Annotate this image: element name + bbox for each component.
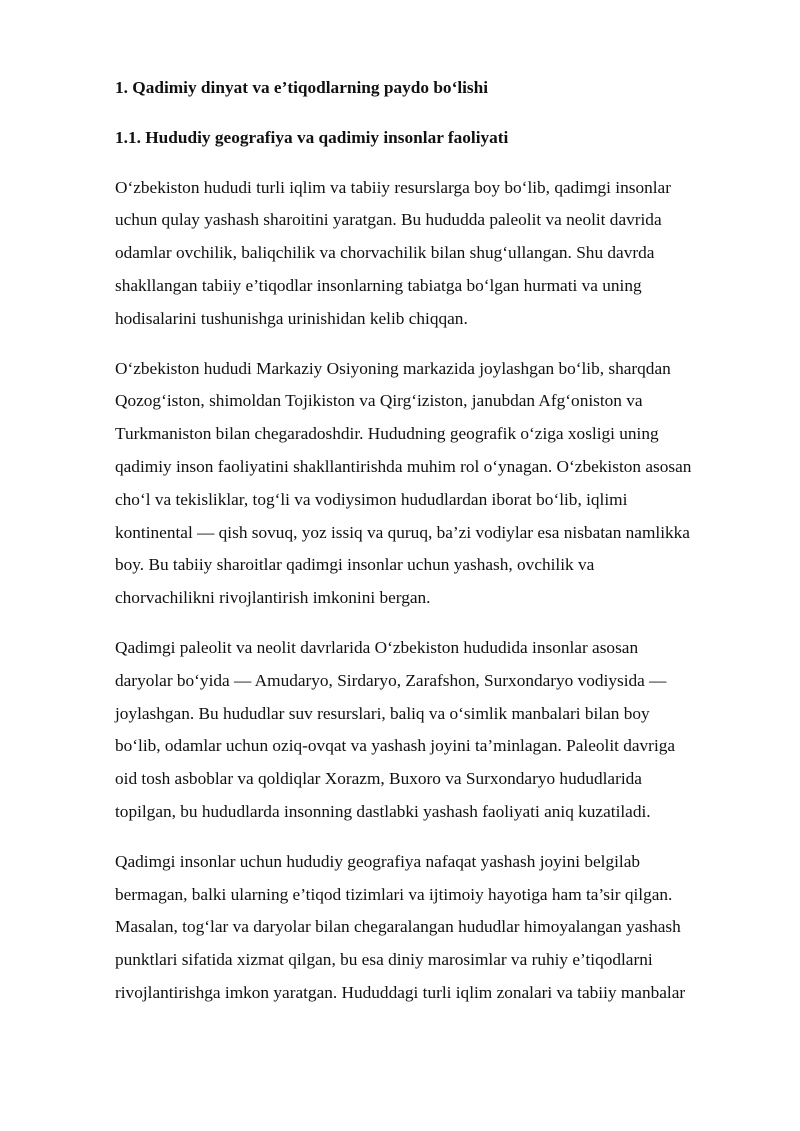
paragraph-line: O‘zbekiston hududi Markaziy Osiyoning markazida joylashgan bo‘lib, sharqdan: [115, 358, 671, 378]
paragraph-line: O‘zbekiston hududi turli iqlim va tabiiy resurslarga boy bo‘lib, qadimgi insonlar: [115, 177, 671, 197]
paragraph-line: bo‘lib, odamlar uchun oziq-ovqat va yashash joyini ta’minlagan. Paleolit davriga: [115, 736, 676, 756]
paragraph-2: [115, 353, 745, 615]
paragraph-line: Qadimgi insonlar uchun hududiy geografiya nafaqat yashash joyini belgilab: [115, 851, 641, 871]
paragraph-line: odamlar ovchilik, baliqchilik va chorvachilik bilan shug‘ullangan. Shu davrda: [115, 243, 655, 263]
paragraph-line: uchun qulay yashash sharoitini yaratgan. Bu hududda paleolit va neolit davrida: [115, 210, 662, 230]
paragraph-line: shakllangan tabiiy e’tiqodlar insonlarning tabiatga bo‘lgan hurmati va uning: [115, 275, 642, 295]
paragraph-line: Qozog‘iston, shimoldan Tojikiston va Qirg‘iziston, janubdan Afg‘oniston va: [115, 391, 643, 411]
paragraph-line: cho‘l va tekisliklar, tog‘li va vodiysimon hududlardan iborat bo‘lib, iqlimi: [115, 489, 628, 509]
paragraph-line: boy. Bu tabiiy sharoitlar qadimgi insonlar uchun yashash, ovchilik va: [115, 555, 595, 575]
paragraph-line: chorvachilikni rivojlantirish imkonini bergan.: [115, 588, 431, 608]
paragraph-line: topilgan, bu hududlarda insonning dastlabki yashash faoliyati aniq kuzatiladi.: [115, 801, 651, 821]
paragraph-line: hodisalarini tushunishga urinishidan kelib chiqqan.: [115, 308, 468, 328]
paragraph-line: bermagan, balki ularning e’tiqod tizimlari va ijtimoiy hayotiga ham ta’sir qilgan.: [115, 884, 673, 904]
paragraph-3: [115, 632, 745, 829]
paragraph-1: [115, 172, 745, 336]
heading-section-1: 1. Qadimiy dinyat va e’tiqodlarning paydo bo‘lishi: [115, 78, 489, 97]
paragraph-line: Qadimgi paleolit va neolit davrlarida O‘zbekiston hududida insonlar asosan: [115, 637, 639, 657]
document-body: [115, 72, 745, 1027]
paragraph-line: kontinental — qish sovuq, yoz issiq va quruq, ba’zi vodiylar esa nisbatan namlikka: [115, 522, 690, 542]
paragraph-line: Masalan, tog‘lar va daryolar bilan chegaralangan hududlar himoyalangan yashash: [115, 917, 681, 937]
paragraph-line: daryolar bo‘yida — Amudaryo, Sirdaryo, Zarafshon, Surxondaryo vodiysida —: [115, 670, 667, 690]
paragraph-line: joylashgan. Bu hududlar suv resurslari, baliq va o‘simlik manbalari bilan boy: [115, 703, 650, 723]
heading-subsection-1-1: 1.1. Hududiy geografiya va qadimiy insonlar faoliyati: [115, 127, 509, 147]
paragraph-line: qadimiy inson faoliyatini shakllantirishda muhim rol o‘ynagan. O‘zbekiston asosan: [115, 456, 692, 476]
paragraph-4: [115, 846, 745, 1010]
paragraph-line: oid tosh asboblar va qoldiqlar Xorazm, Buxoro va Surxondaryo hududlarida: [115, 769, 642, 789]
paragraph-line: rivojlantirishga imkon yaratgan. Hududdagi turli iqlim zonalari va tabiiy manbalar: [115, 982, 686, 1002]
paragraph-line: punktlari sifatida xizmat qilgan, bu esa diniy marosimlar va ruhiy e’tiqodlarni: [115, 950, 653, 970]
paragraph-line: Turkmaniston bilan chegaradoshdir. Hududning geografik o‘ziga xosligi uning: [115, 424, 659, 444]
